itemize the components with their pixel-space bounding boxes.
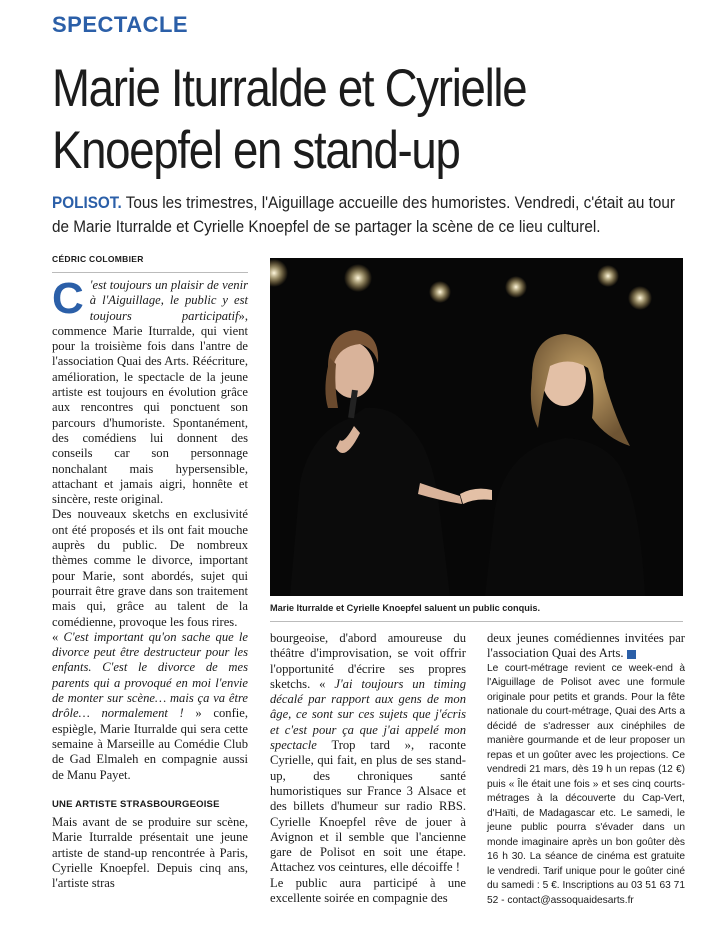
column-3 <box>487 631 685 908</box>
paragraph-1 <box>52 274 248 507</box>
headline-line-1: Marie Iturralde et Cyrielle <box>52 59 527 118</box>
lead-location: POLISOT. <box>52 193 122 212</box>
column-1 <box>52 274 248 892</box>
column-2-closing: Le public aura participé à une excellente soirée en compagnie des <box>270 875 466 906</box>
divorce-quote: C'est important qu'on sache que le divorce peut être destructeur pour les enfants. C'est le divorce de mes parents qui a provoqué en moi l'envie de monter sur scène… mais ça va être drôle… normalement ! <box>52 629 248 721</box>
paragraph-3-text: » confie, espiègle, Marie Iturralde qui sera cette semaine à Marseille au Comédie Club de Gad Elmaleh en compagnie aussi de Manu Payet. <box>52 706 248 782</box>
caption-divider <box>270 621 683 622</box>
column-2-paragraph <box>270 631 466 876</box>
lead-text: Tous les trimestres, l'Aiguillage accueille des humoristes. Vendredi, c'était au tour de Marie Iturralde et Cyrielle Knoepfel de se partager la scène de ce lieu culturel. <box>52 193 675 236</box>
column-2-text-b: », raconte Cyrielle, qui fait, en plus de ses stand-up, des chroniques santé humoristiques sur France 3 Alsace et des billets d'humeur sur radio RBS. Cyrielle Knoepfel rêve de jouer à Avignon et il semble que l'ancienne gare de Polisot en soit une étape. Attachez vos ceintures, elle décoiffe ! <box>270 738 466 875</box>
photo-caption: Marie Iturralde et Cyrielle Knoepfel saluent un public conquis. <box>270 603 541 613</box>
stage-photo <box>270 258 683 596</box>
end-mark-icon <box>627 650 636 659</box>
show-title: Trop tard <box>316 738 390 753</box>
opening-quote: 'est toujours un plaisir de venir à l'Aiguillage, le public y est toujours participatif <box>89 278 248 323</box>
paragraph-2: Des nouveaux sketchs en exclusivité ont été proposés et ils ont fait mouche auprès du public. De nombreux thèmes comme le divorce, important pour Marie, sont abordés, sujet qui pourrait être grave dans son traitement mais qui, grâce au talent de la comédienne, provoque les fous rires. <box>52 507 248 629</box>
paragraph-3 <box>52 630 248 783</box>
headline-line-2: Knoepfel en stand-up <box>52 121 460 180</box>
timing-quote: J'ai toujours un timing décalé par rapport aux gens de mon âge, ce sont sur ces sujets que j'écris et c'est pour ça que j'ai appelé mon spectacle <box>270 676 466 753</box>
column-3-ending <box>487 631 685 662</box>
headline <box>52 58 602 182</box>
dropcap: C <box>52 274 84 323</box>
subheading: UNE ARTISTE STRASBOURGEOISE <box>52 798 220 810</box>
info-box: Le court-métrage revient ce week-end à l'Aiguillage de Polisot avec une formule originale pour petits et grands. Pour la fête nationale du court-métrage, Quai des Arts a décidé de s'adresser aux cinéphiles de manière gourmande et de leur proposer un repas et un goûter avec les projections. Ce vendredi 21 mars, dès 19 h un repas (12 €) puis « Île était une fois » et ses cinq courts-métrages à la découverte du Cap-Vert, d'Haïti, de Madagascar etc. Le samedi, le jeune public pourra s'évader dans un monde imaginaire après un bon goûter dès 16 h 30. La séance de cinéma est gratuite le vendredi. Tarif unique pour le goûter ciné du samedi : 5 €. Inscriptions au 03 51 63 71 52 - contact@assoquaidesarts.fr <box>487 662 685 906</box>
quote-mark: « <box>52 629 64 644</box>
paragraph-1-text: », commence Marie Iturralde, qui vient pour la troisième fois dans l'antre de l'association Quai des Arts. Réécriture, amélioration, le spectacle de la jeune artiste est toujours en évolution grâce aux rencontres qui ponctuent son parcours d'humoriste. Spontanément, des comédiens lui donnent des conseils car son personnage nonchalant mais hypersensible, attachant et jamais aigri, honnête et sincère, reste original. <box>52 308 248 507</box>
byline: CÉDRIC COLOMBIER <box>52 254 248 273</box>
column-2 <box>270 631 466 906</box>
column-3-text: deux jeunes comédiennes invitées par l'association Quai des Arts. <box>487 631 685 661</box>
paragraph-4: Mais avant de se produire sur scène, Marie Iturralde présentait une jeune artiste de stand-up rencontrée à Paris, Cyrielle Knoepfel. Depuis cinq ans, l'artiste stras <box>52 815 248 891</box>
section-rubric: SPECTACLE <box>52 12 189 37</box>
stage-photo-illustration <box>270 258 683 596</box>
column-2-text-a: bourgeoise, d'abord amoureuse du théâtre d'improvisation, se voit offrir l'opportunité d'écrire ses propres sketchs. « <box>270 631 466 691</box>
lead-paragraph <box>52 191 692 239</box>
